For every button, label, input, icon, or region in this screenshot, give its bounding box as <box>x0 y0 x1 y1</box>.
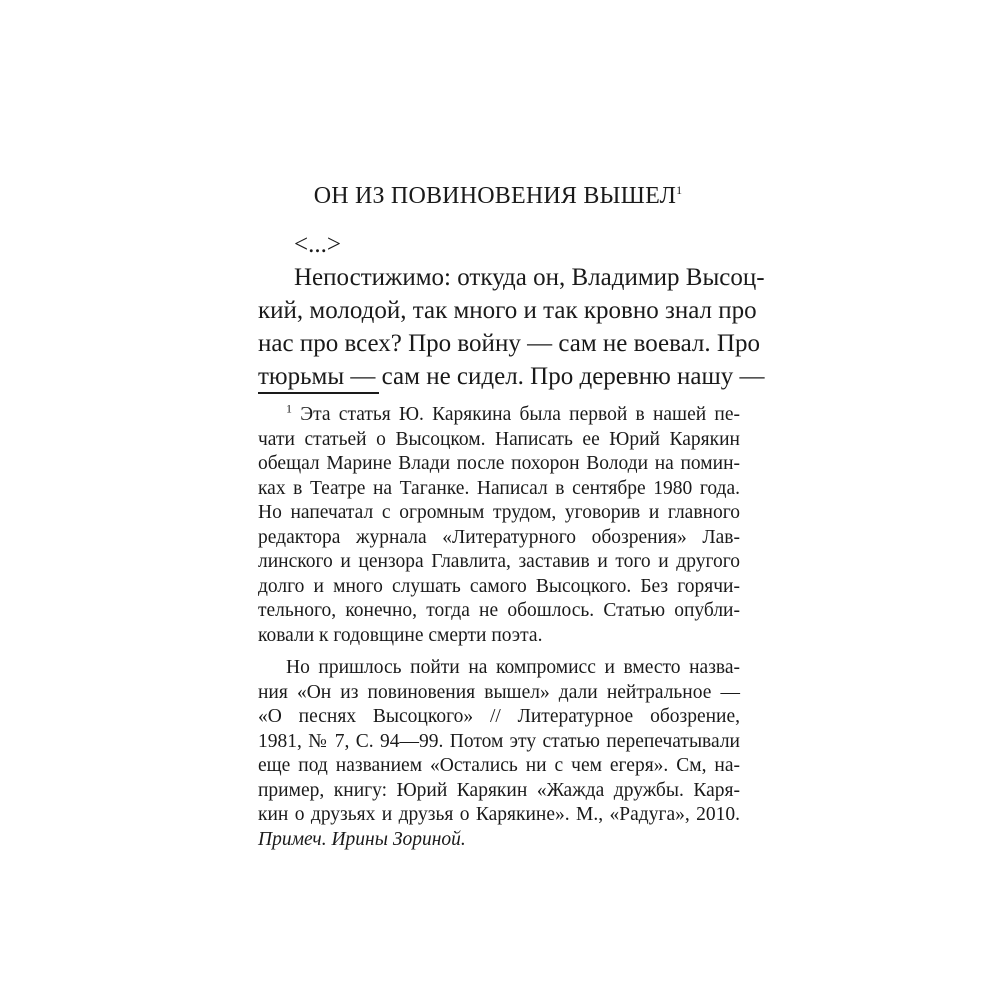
footnote-line: ках в Театре на Таганке. Написал в сентябре 1980 года. <box>258 477 740 499</box>
footnote-line: Но напечатал с огромным трудом, уговорив и главного <box>258 502 740 523</box>
footnote-line: еще под названием «Остались ни с чем егеря». См, на- <box>258 755 740 776</box>
footnote <box>258 403 740 852</box>
footnote-divider <box>258 392 379 394</box>
footnote-line: обещал Марине Влади после похорон Володи на помин- <box>258 453 740 474</box>
footnote-line: пример, книгу: Юрий Карякин «Жажда дружбы. Каря- <box>258 779 740 801</box>
footnote-line <box>258 403 740 428</box>
footnote-line: «О песнях Высоцкого» // Литературное обозрение, <box>258 706 740 727</box>
body-line: нас про всех? Про войну — сам не воевал. Про <box>258 330 760 357</box>
footnote-line-text: Эта статья Ю. Карякина была первой в нашей пе- <box>300 404 740 425</box>
body-text <box>258 228 765 393</box>
footnote-line: 1981, № 7, С. 94—99. Потом эту статью перепечатывали <box>258 730 740 752</box>
body-line: кий, молодой, так много и так кровно знал про <box>258 297 757 324</box>
body-line: <...> <box>294 231 341 258</box>
chapter-title <box>258 181 738 211</box>
chapter-title-text: ОН ИЗ ПОВИНОВЕНИЯ ВЫШЕЛ <box>313 183 677 209</box>
footnote-attribution: Примеч. Ирины Зориной. <box>258 828 466 850</box>
footnote-line: линского и цензора Главлита, заставив и того и другого <box>258 551 740 572</box>
footnote-line: кин о друзьях и друзья о Карякине». М., «Радуга», 2010. <box>258 804 740 825</box>
footnote-line: ковали к годовщине смерти поэта. <box>258 624 543 646</box>
footnote-line: редактора журнала «Литературного обозрения» Лав- <box>258 526 740 548</box>
footnote-line: чати статьей о Высоцком. Написать ее Юрий Карякин <box>258 428 740 450</box>
footnote-line: Но пришлось пойти на компромисс и вместо назва- <box>286 657 740 678</box>
footnote-mark: 1 <box>286 401 292 416</box>
body-line: Непостижимо: откуда он, Владимир Высоц- <box>294 264 765 291</box>
footnote-line: тельного, конечно, тогда не обошлось. Статью опубли- <box>258 600 740 621</box>
title-footnote-mark: 1 <box>676 183 683 197</box>
footnote-line: ния «Он из повиновения вышел» дали нейтральное — <box>258 681 740 703</box>
footnote-line: долго и много слушать самого Высоцкого. Без горячи- <box>258 575 740 597</box>
body-line: тюрьмы — сам не сидел. Про деревню нашу — <box>258 363 765 390</box>
